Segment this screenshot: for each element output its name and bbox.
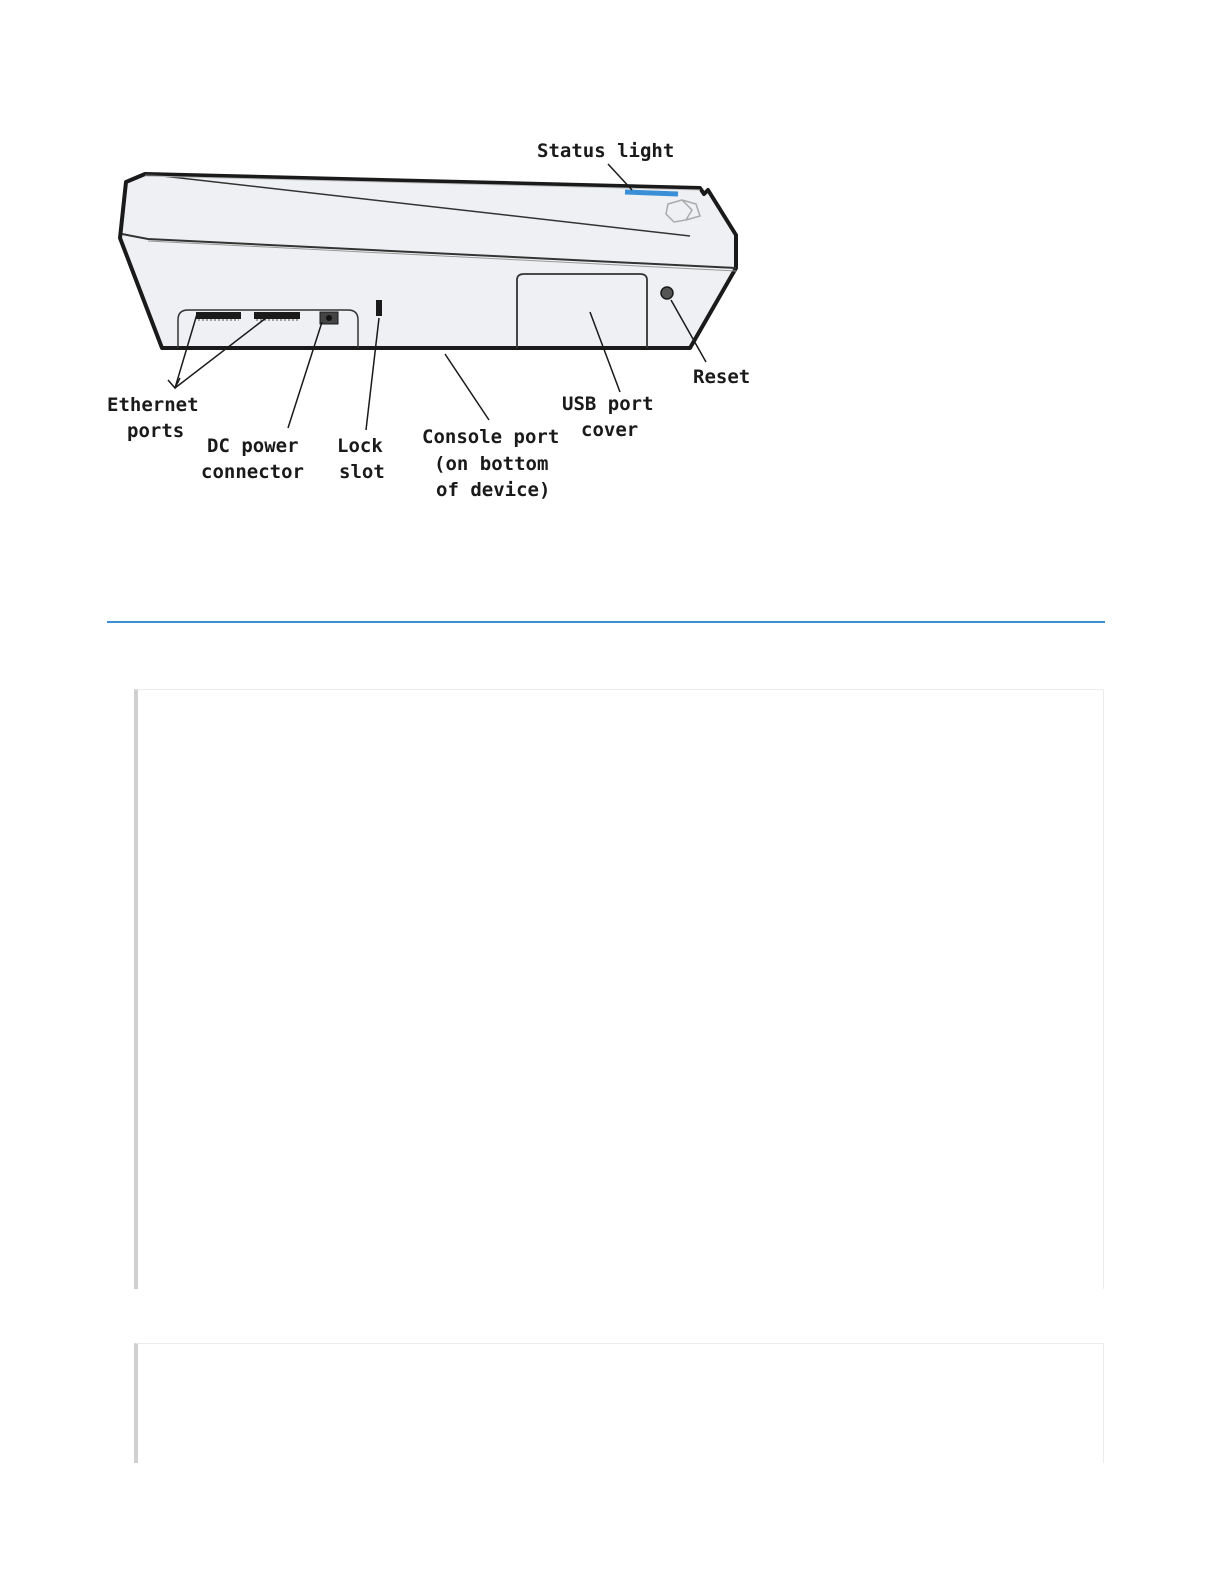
label-usb-cover-line-2: cover <box>581 419 639 441</box>
label-reset: Reset <box>693 366 751 388</box>
reset-button <box>661 287 673 299</box>
ethernet-port-1 <box>196 312 241 320</box>
device-side-view-diagram <box>100 130 760 510</box>
device-body <box>120 174 736 348</box>
lock-slot <box>376 300 382 316</box>
content-panel <box>134 689 1104 1289</box>
label-console-port-line-2: (on bottom <box>434 453 549 475</box>
label-status-light: Status light <box>537 140 675 162</box>
label-console-port-line-3: of device) <box>436 479 551 501</box>
label-dc-power-line-1: DC power <box>207 435 299 457</box>
label-ethernet-line-1: Ethernet <box>107 394 199 416</box>
section-divider <box>107 621 1105 623</box>
label-lock-slot-line-2: slot <box>339 461 385 483</box>
ethernet-port-2 <box>254 312 300 320</box>
label-lock-slot-line-1: Lock <box>337 435 383 457</box>
content-panel <box>134 1343 1104 1463</box>
label-dc-power-line-2: connector <box>201 461 304 483</box>
dc-power-connector <box>320 312 338 324</box>
label-console-port-line-1: Console port <box>422 426 560 448</box>
label-usb-cover-line-1: USB port <box>562 393 654 415</box>
label-ethernet-line-2: ports <box>127 420 185 442</box>
